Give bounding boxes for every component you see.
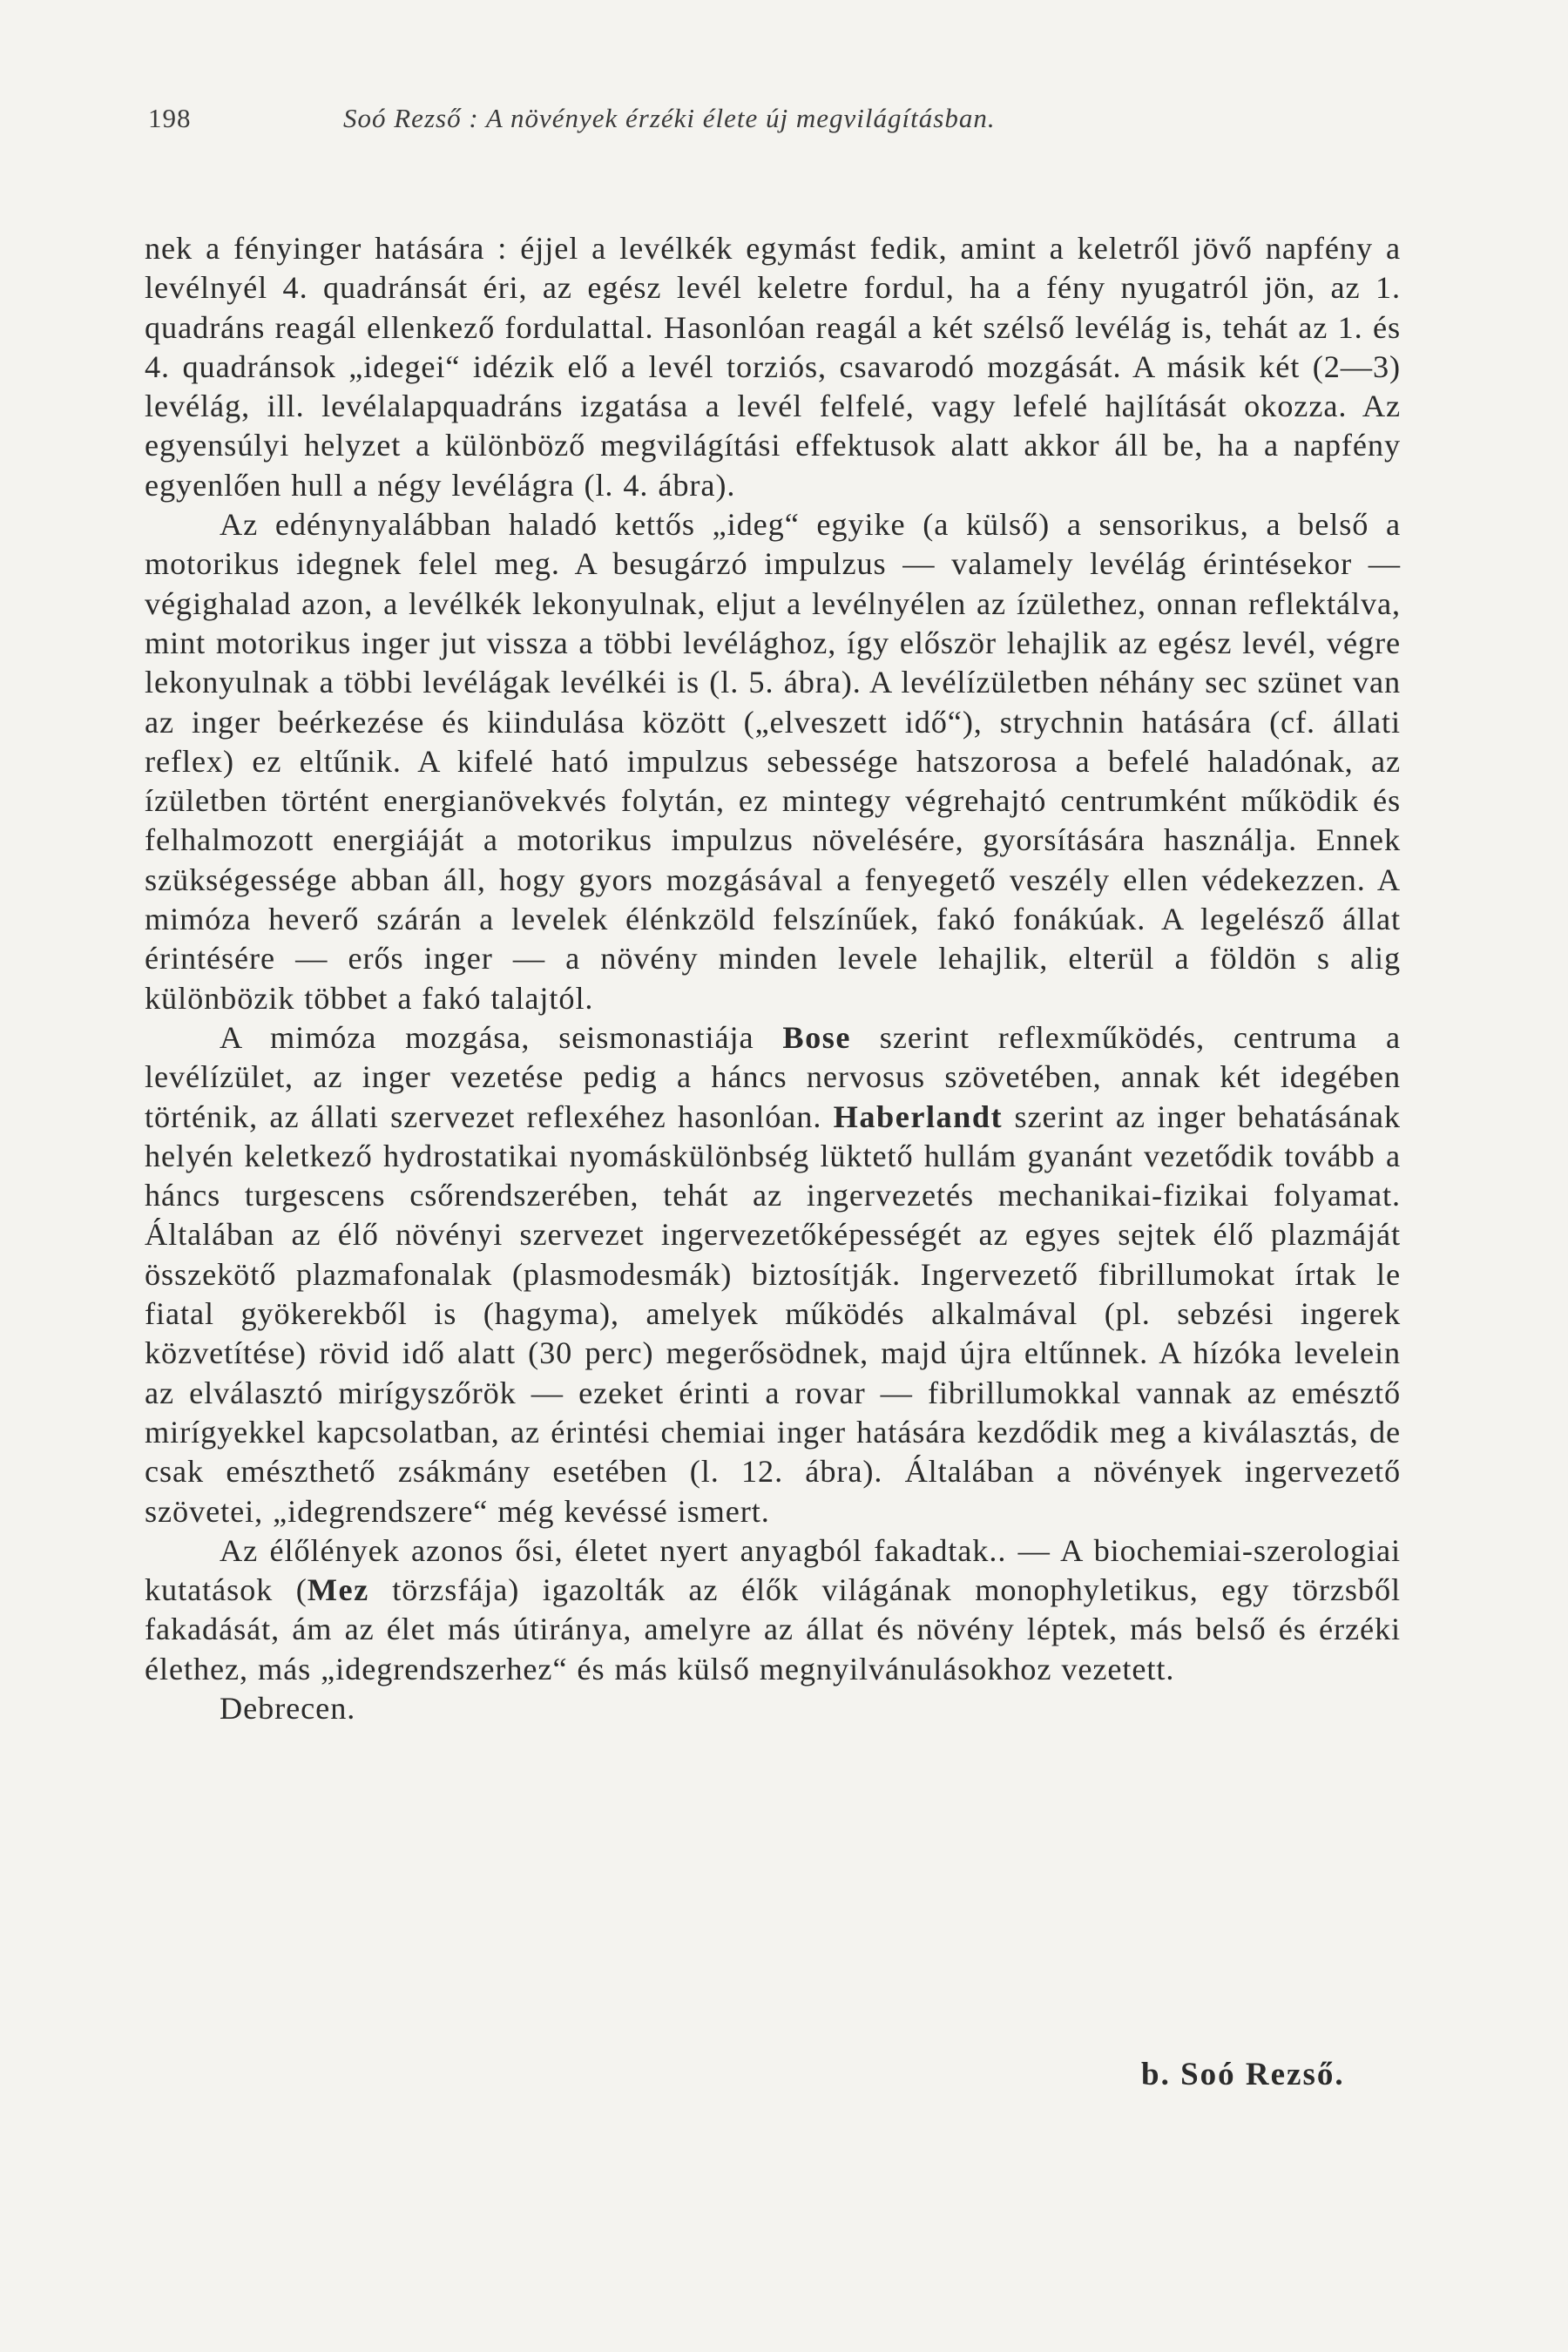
page-number: 198 xyxy=(148,103,192,133)
paragraph-4-part-1: Az élőlények azonos ősi, életet nyert anyagból fakadtak.. — A biochemiai-szerologiai kutatások ( xyxy=(145,1532,1401,1608)
paragraph-3-part-2: szerint reflexműködés, centruma a levélízület, az inger vezetése pedig a háncs nervosus szövetében, annak két idegében történik, az állati szervezet reflexéhez hasonlóan. xyxy=(145,1019,1401,1134)
page-header xyxy=(148,103,1411,138)
paragraph-3 xyxy=(145,1018,1401,1531)
article-body xyxy=(145,229,1401,1728)
paragraph-2: Az edénynyalábban haladó kettős „ideg“ egyike (a külső) a sensorikus, a belső a motorikus idegnek felel meg. A besugárzó impulzus — valamely levélág érintésekor — végighalad azon, a levélkék lekonyulnak, eljut a levélnyélen az ízülethez, onnan reflektálva, mint motorikus inger jut vissza a többi levélághoz, így először lehajlik az egész levél, végre lekonyulnak a többi levélágak levélkéi is (l. 5. ábra). A levélízületben néhány sec szünet van az inger beérkezése és kiindulása között („elveszett idő“), strychnin hatására (cf. állati reflex) ez eltűnik. A kifelé ható impulzus sebessége hatszorosa a befelé haladónak, az ízületben történt energianövekvés folytán, ez mintegy végrehajtó centrumként működik és felhalmozott energiáját a motorikus impulzus növelésére, gyorsítására használja. Ennek szükségessége abban áll, hogy gyors mozgásával a fenyegető veszély ellen védekezzen. A mimóza heverő szárán a levelek élénkzöld felszínűek, fakó fonákúak. A legelésző állat érintésére — erős inger — a növény minden levele lehajlik, elterül a földön s alig különbözik többet a fakó talajtól. xyxy=(145,507,1401,1016)
paragraph-4 xyxy=(145,1531,1401,1689)
paragraph-3-part-3: szerint az inger behatásának helyén keletkező hydrostatikai nyomáskülönbség lüktető hullám gyanánt vezetődik tovább a háncs turgescens csőrendszerében, tehát az ingervezetés mechanikai-fizikai folyamat. Általában az élő növényi szervezet ingervezetőképességét az egyes sejtek élő plazmáját összekötő plazmafonalak (plasmodesmák) biztosítják. Ingervezető fibrillumokat írtak le fiatal gyökerekből is (hagyma), amelyek működés alkalmával (pl. sebzési ingerek közvetítése) rövid idő alatt (30 perc) megerősödnek, majd újra eltűnnek. A hízóka levelein az elválasztó mirígyszőrök — ezeket érinti a rovar — fibrillumokkal vannak az emésztő mirígyekkel kapcsolatban, az érintési chemiai inger hatására kezdődik meg a kiválasztás, de csak emészthető zsákmány esetében (l. 12. ábra). Általában a növények ingervezető szövetei, „idegrendszere“ még kevéssé ismert. xyxy=(145,1098,1401,1529)
author-name-mez: Mez xyxy=(307,1572,369,1608)
paragraph-4-part-2: törzsfája) igazolták az élők világának monophyletikus, egy törzsből fakadását, ám az élet más útiránya, amelyre az állat és növény léptek, más belső és érzéki élethez, más „idegrendszerhez“ és más külső megnyilvánulásokhoz vezetett. xyxy=(145,1572,1401,1686)
running-title: Soó Rezső : A növények érzéki élete új megvilágításban. xyxy=(343,103,996,133)
place-line: Debrecen. xyxy=(220,1690,356,1726)
author-signature: b. Soó Rezső. xyxy=(1141,2057,1345,2092)
author-name-haberlandt: Haberlandt xyxy=(833,1098,1004,1134)
author-name-bose: Bose xyxy=(782,1019,851,1055)
paragraph-3-part-1: A mimóza mozgása, seismonastiája xyxy=(220,1019,783,1055)
paragraph-1: nek a fényinger hatására : éjjel a levélkék egymást fedik, amint a keletről jövő napfény a levélnyél 4. quadránsát éri, az egész levél keletre fordul, ha a fény nyugatról jön, az 1. quadráns reagál ellenkező fordulattal. Hasonlóan reagál a két szélső levélág is, tehát az 1. és 4. quadránsok „idegei“ idézik elő a levél torziós, csavarodó mozgását. A másik két (2—3) levélág, ill. levélalapquadráns izgatása a levél felfelé, vagy lefelé hajlítását okozza. Az egyensúlyi helyzet a különböző megvilágítási effektusok alatt akkor áll be, ha a napfény egyenlően hull a négy levélágra (l. 4. ábra). xyxy=(145,231,1401,503)
